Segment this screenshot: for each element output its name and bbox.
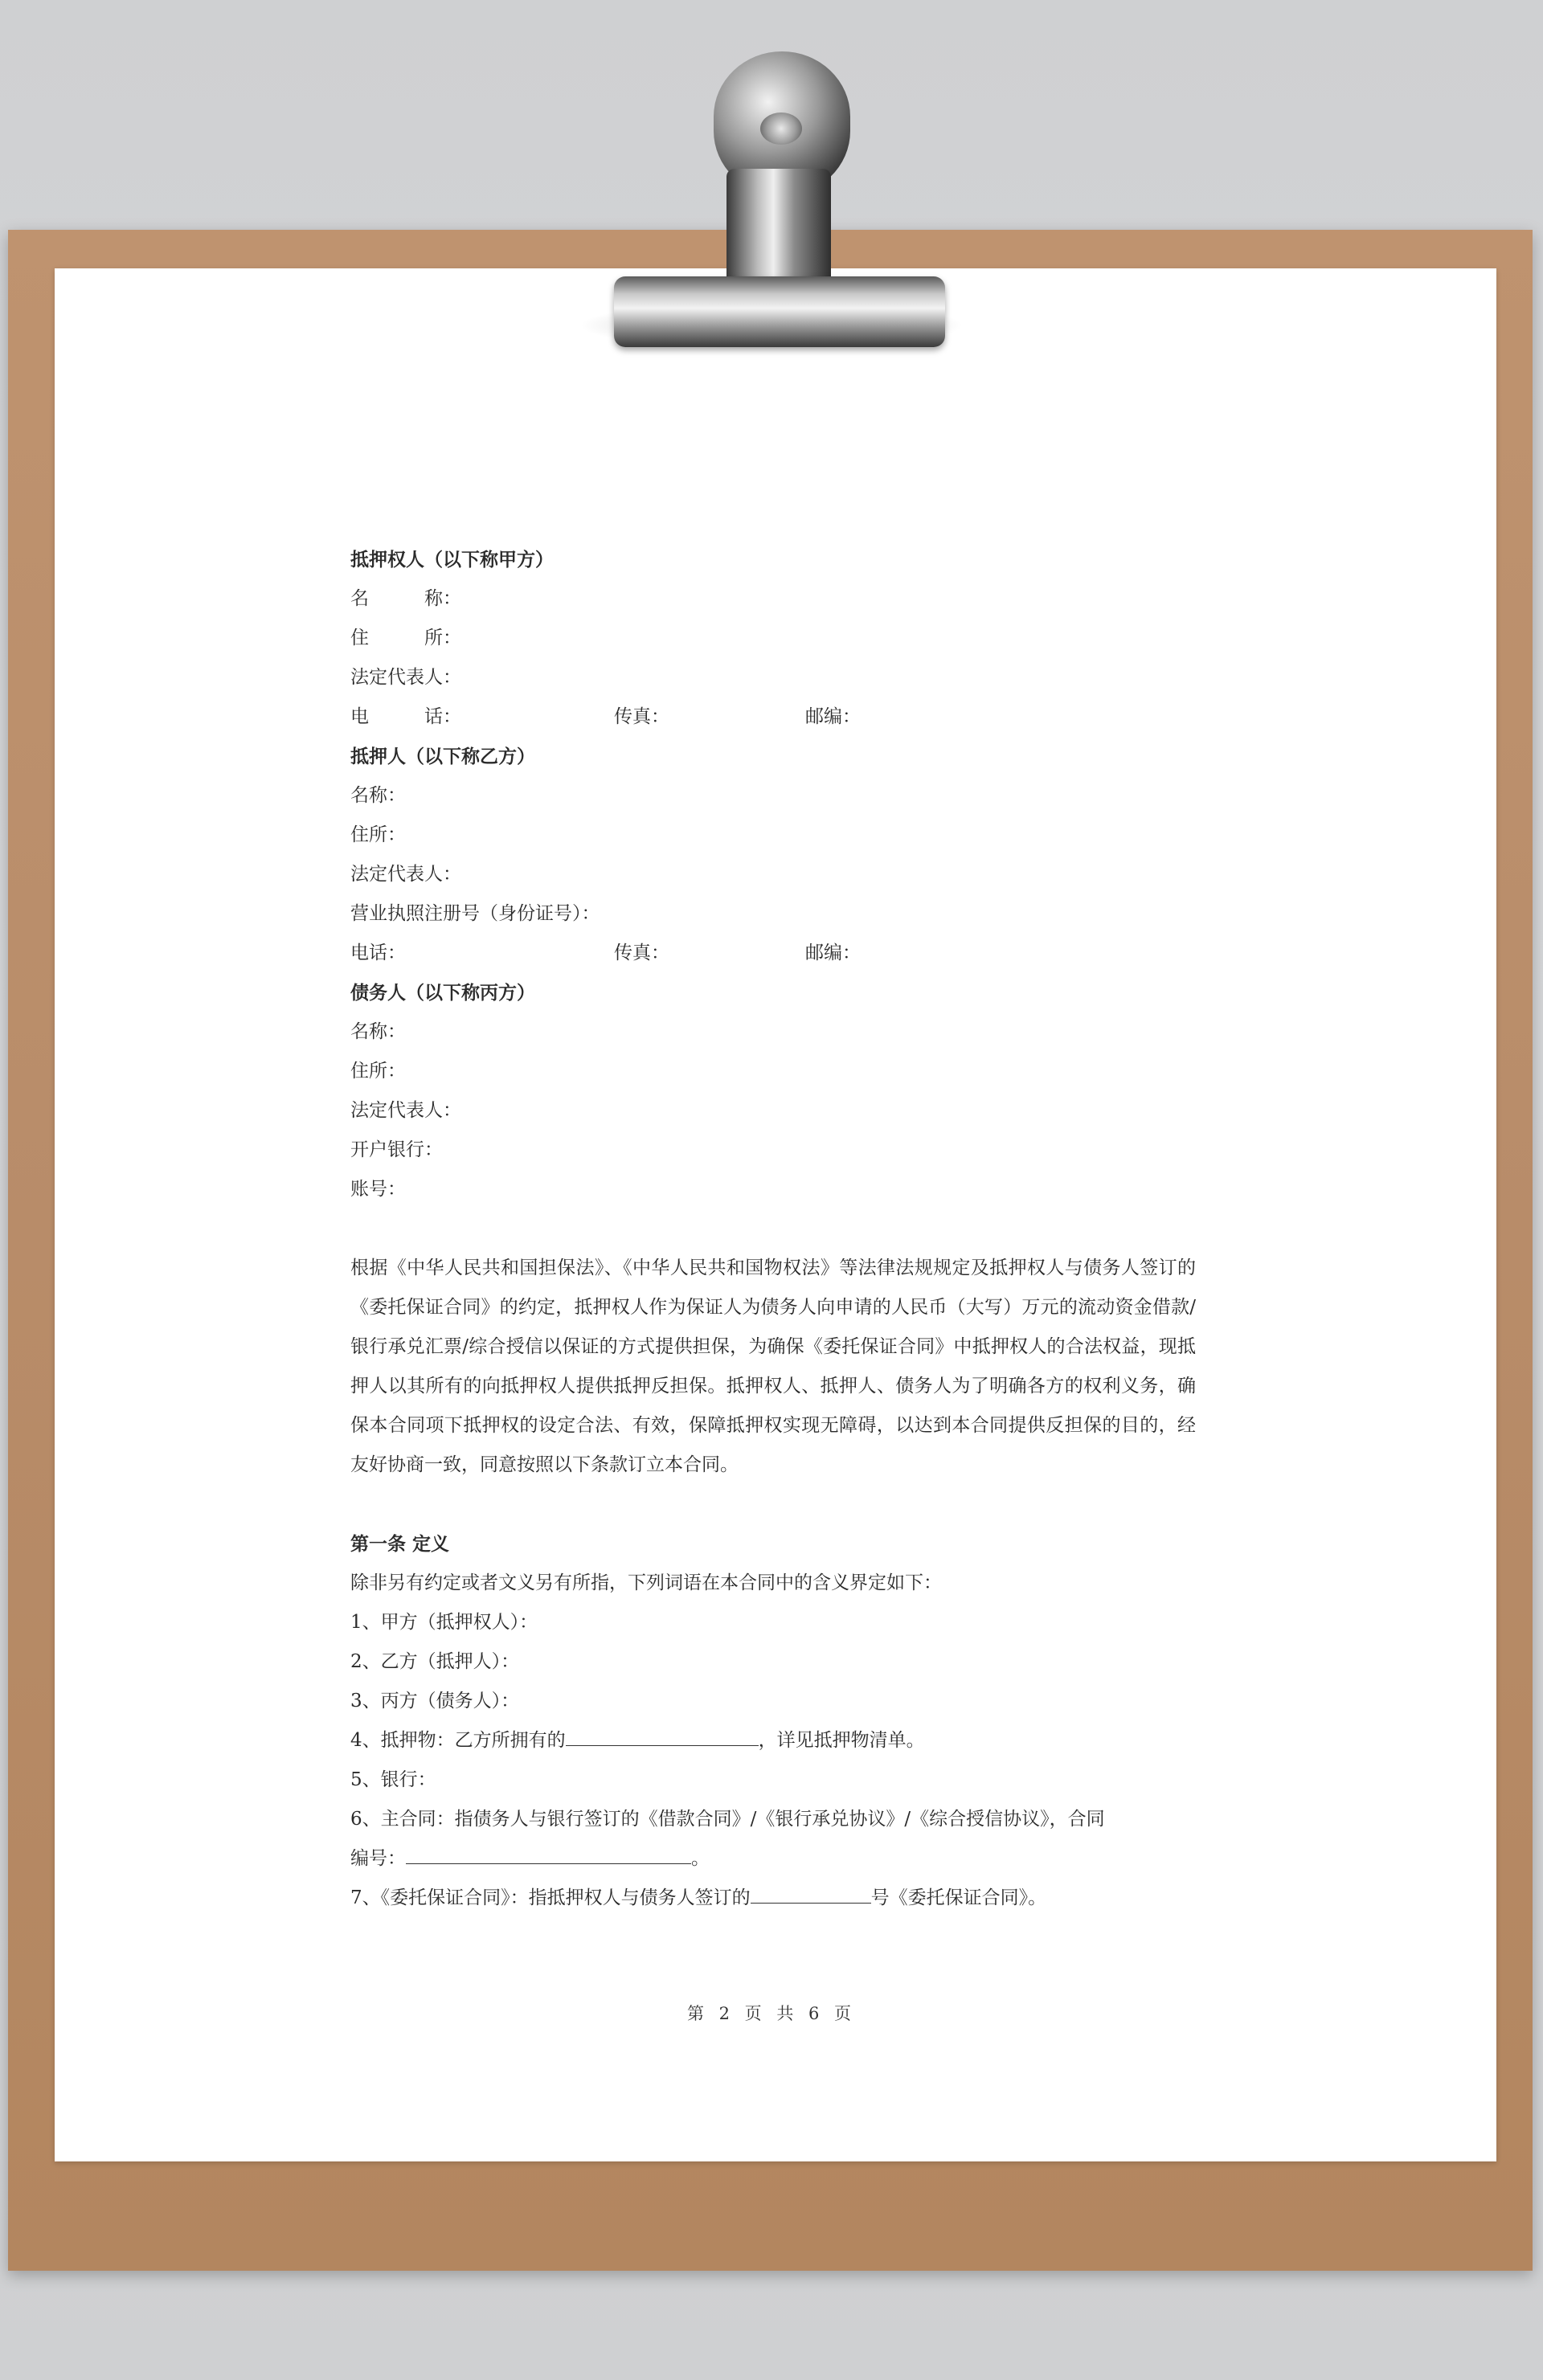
definition-item-6: 6、主合同：指债务人与银行签订的《借款合同》/《银行承兑协议》/《综合授信协议》，合同 (350, 1809, 1105, 1830)
preamble-text-4: 向抵押权人提供抵押反担保。抵押权人、抵押人、债务人为了明确各方的权利义务，确保本合同项下抵押权的设定合法、有效，保障抵押权实现无障碍，以达到本合同提供反担保的目的，经友好协商一致，同意按照以下条款订立本合同。 (350, 1376, 1197, 1475)
definition-item-4-suffix: ，详见抵押物清单。 (758, 1730, 925, 1751)
collateral-item-blank (566, 1728, 759, 1746)
definition-item-2: 2、乙方（抵押人）： (350, 1651, 520, 1672)
party-c-legal-rep-label: 法定代表人： (350, 1100, 461, 1121)
preamble-text-3: 万元的流动资金借款/银行承兑汇票/综合授信以保证的方式提供担保，为确保《委托保证合同》中抵押权人的合法权益，现抵押人以其所有的 (350, 1297, 1197, 1397)
contract-number-label: 编号： (350, 1848, 406, 1869)
party-a-heading: 抵押权人（以下称甲方） (350, 549, 554, 570)
party-c-bank-label: 开户银行： (350, 1139, 443, 1160)
party-a-fax-label: 传真： (614, 706, 669, 727)
party-b-heading: 抵押人（以下称乙方） (350, 746, 535, 767)
party-c-account-label: 账号： (350, 1179, 406, 1200)
article-1-heading: 第一条 定义 (350, 1533, 450, 1555)
party-b-contact-row (350, 934, 1196, 973)
party-b-license-label: 营业执照注册号（身份证号）： (350, 903, 600, 924)
party-b-fax-label: 传真： (614, 943, 669, 963)
preamble-text-1: 根据《中华人民共和国担保法》、《中华人民共和国物权法》等法律法规规定及抵押权人与债务人签订的《委托保证合同》的约定，抵押权人作为保证人为债务人向 (350, 1257, 1196, 1318)
party-b-phone-label: 电话： (350, 943, 406, 963)
guarantee-contract-number-blank (751, 1885, 871, 1904)
party-c-name-label: 名称： (350, 1021, 406, 1042)
binder-clip-hole (760, 112, 802, 145)
party-b-name-label: 名称： (350, 785, 406, 806)
contract-number-blank (406, 1846, 691, 1864)
spacer (350, 1485, 1196, 1524)
party-b-legal-rep-label: 法定代表人： (350, 864, 461, 885)
preamble-paragraph (350, 1249, 1196, 1485)
article-1-intro: 除非另有约定或者文义另有所指，下列词语在本合同中的含义界定如下： (350, 1572, 942, 1593)
party-a-phone-label: 电 话： (350, 706, 461, 727)
definition-item-6-end: 。 (691, 1848, 710, 1869)
party-a-address-label: 住 所： (350, 628, 461, 648)
party-b-address-label: 住所： (350, 824, 406, 845)
definition-item-7-suffix: 号《委托保证合同》。 (870, 1887, 1047, 1908)
definition-item-7 (350, 1879, 1196, 1918)
binder-clip-stem (726, 169, 831, 289)
definition-item-1: 1、甲方（抵押权人）： (350, 1612, 538, 1633)
party-b-postcode-label: 邮编： (805, 943, 861, 963)
party-a-postcode-label: 邮编： (805, 706, 861, 727)
definition-item-7-text: 7、《委托保证合同》：指抵押权人与债务人签订的 (350, 1887, 751, 1908)
party-c-address-label: 住所： (350, 1061, 406, 1082)
party-a-legal-rep-label: 法定代表人： (350, 667, 461, 688)
definition-item-4-text: 4、抵押物：乙方所拥有的 (350, 1730, 566, 1751)
binder-clip-icon (614, 276, 945, 347)
spacer (350, 1209, 1196, 1249)
page-indicator: 第 2 页 共 6 页 (686, 2004, 857, 2023)
party-a-contact-row (350, 697, 1196, 737)
preamble-text-2: 申请的人民币（大写） (835, 1297, 1022, 1318)
contract-body (350, 540, 1196, 1918)
party-c-heading: 债务人（以下称丙方） (350, 982, 535, 1004)
definition-item-5: 5、银行： (350, 1769, 436, 1790)
definition-item-3: 3、丙方（债务人）： (350, 1691, 520, 1711)
definition-item-4 (350, 1721, 1196, 1760)
party-a-name-label: 名 称： (350, 588, 461, 609)
definition-item-6-cont (350, 1839, 1196, 1879)
